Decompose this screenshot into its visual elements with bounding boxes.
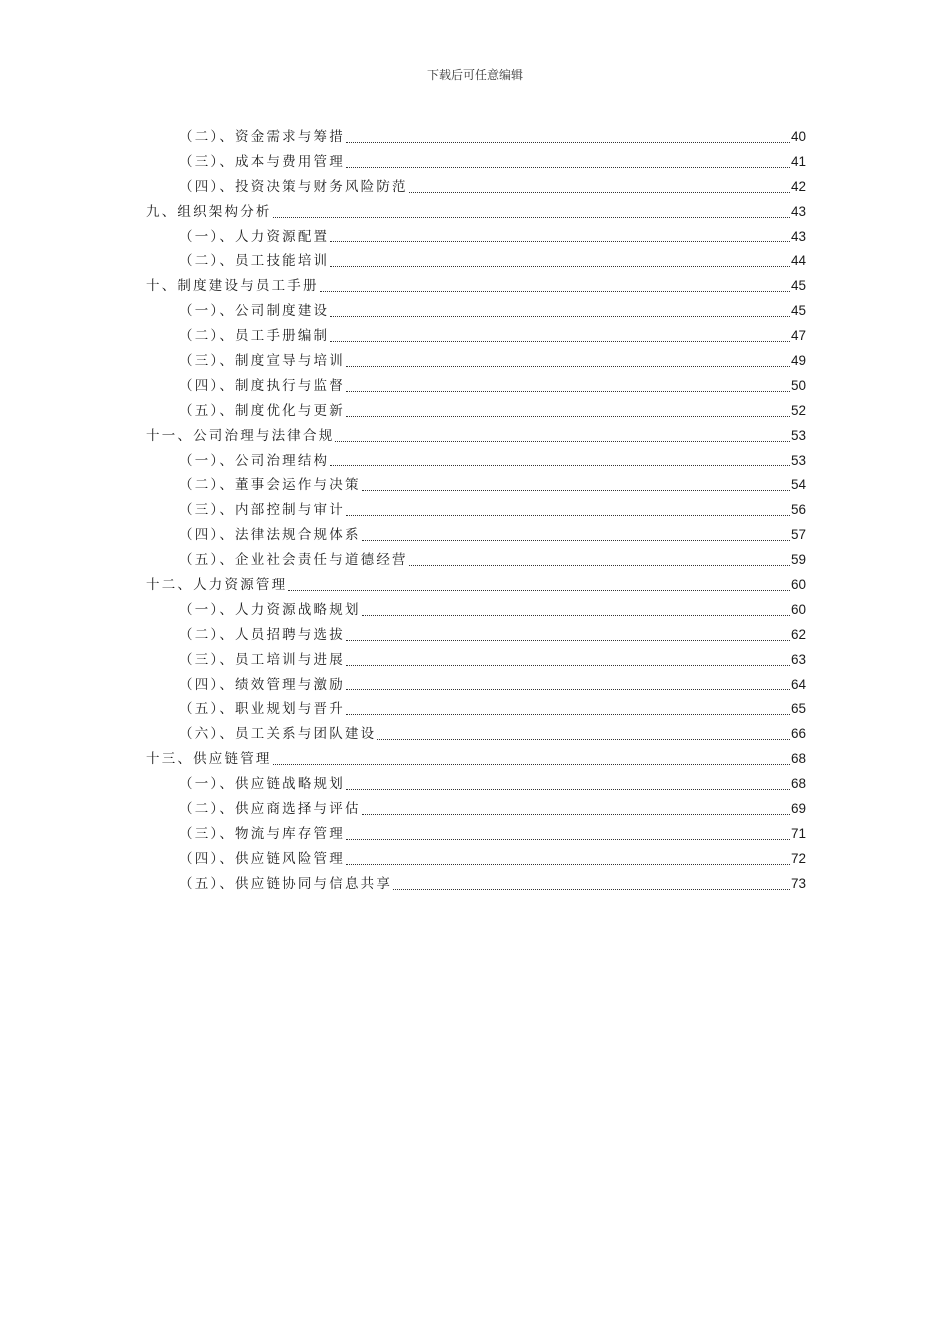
toc-dot-leader (330, 316, 790, 317)
toc-entry-title: （一）、人力资源配置 (179, 228, 330, 245)
toc-section-entry[interactable] (146, 822, 806, 847)
toc-section-entry[interactable] (146, 648, 806, 673)
table-of-contents (146, 125, 806, 897)
toc-section-entry[interactable] (146, 299, 806, 324)
toc-chapter-entry[interactable] (146, 200, 806, 225)
toc-entry-title: （一）、供应链战略规划 (179, 776, 345, 793)
toc-section-entry[interactable] (146, 523, 806, 548)
toc-page-number: 43 (790, 228, 806, 244)
toc-page-number: 49 (790, 353, 806, 368)
toc-entry-title: （二）、资金需求与筹措 (179, 128, 345, 145)
toc-entry-title: 十、制度建设与员工手册 (146, 278, 319, 295)
toc-page-number: 50 (790, 377, 806, 393)
toc-page-number: 60 (790, 601, 806, 617)
toc-entry-title: 九、组织架构分析 (146, 203, 272, 220)
toc-page-number: 60 (790, 577, 806, 593)
toc-section-entry[interactable] (146, 324, 806, 349)
toc-dot-leader (409, 565, 790, 566)
toc-section-entry[interactable] (146, 598, 806, 623)
toc-entry-title: （四）、供应链风险管理 (179, 850, 345, 867)
toc-page-number: 73 (790, 875, 806, 891)
toc-page-number: 64 (790, 676, 806, 692)
toc-chapter-entry[interactable] (146, 573, 806, 598)
toc-entry-title: （二）、人员招聘与选拔 (179, 626, 345, 643)
toc-dot-leader (362, 814, 790, 815)
toc-chapter-entry[interactable] (146, 747, 806, 772)
toc-page-number: 71 (790, 825, 806, 841)
toc-dot-leader (273, 764, 790, 765)
toc-page-number: 65 (790, 701, 806, 717)
toc-section-entry[interactable] (146, 374, 806, 399)
toc-section-entry[interactable] (146, 548, 806, 573)
toc-dot-leader (377, 739, 790, 740)
toc-section-entry[interactable] (146, 498, 806, 523)
toc-page-number: 69 (790, 801, 806, 817)
toc-entry-title: （一）、人力资源战略规划 (179, 601, 361, 618)
toc-entry-title: （三）、制度宣导与培训 (179, 353, 345, 369)
toc-page-number: 62 (790, 626, 806, 642)
toc-dot-leader (346, 789, 790, 790)
toc-section-entry[interactable] (146, 623, 806, 648)
toc-section-entry[interactable] (146, 772, 806, 797)
toc-dot-leader (346, 167, 790, 168)
toc-dot-leader (346, 864, 790, 865)
toc-entry-title: （四）、绩效管理与激励 (179, 676, 345, 693)
toc-page-number: 68 (790, 776, 806, 792)
toc-page-number: 66 (790, 726, 806, 742)
toc-section-entry[interactable] (146, 697, 806, 722)
toc-section-entry[interactable] (146, 473, 806, 498)
toc-entry-title: （二）、供应商选择与评估 (179, 801, 361, 818)
toc-section-entry[interactable] (146, 872, 806, 897)
toc-dot-leader (330, 241, 790, 242)
toc-entry-title: （三）、成本与费用管理 (179, 153, 345, 170)
toc-section-entry[interactable] (146, 399, 806, 424)
toc-entry-title: 十一、公司治理与法律合规 (146, 427, 335, 444)
page-header: 下载后可任意编辑 (426, 68, 523, 82)
toc-entry-title: （五）、供应链协同与信息共享 (179, 875, 393, 892)
toc-dot-leader (362, 615, 790, 616)
toc-entry-title: （二）、董事会运作与决策 (179, 477, 361, 494)
toc-page-number: 53 (790, 452, 806, 468)
toc-dot-leader (346, 416, 790, 417)
toc-page-number: 47 (790, 328, 806, 344)
toc-page-number: 54 (790, 477, 806, 493)
toc-section-entry[interactable] (146, 150, 806, 175)
toc-entry-title: （一）、公司治理结构 (179, 452, 330, 469)
toc-section-entry[interactable] (146, 673, 806, 698)
toc-section-entry[interactable] (146, 225, 806, 250)
toc-page-number: 41 (790, 153, 806, 169)
toc-dot-leader (346, 366, 790, 367)
toc-page-number: 68 (790, 751, 806, 767)
toc-dot-leader (409, 192, 790, 193)
toc-dot-leader (346, 515, 790, 516)
toc-entry-title: （三）、员工培训与进展 (179, 651, 345, 668)
toc-page-number: 52 (790, 402, 806, 418)
toc-dot-leader (288, 590, 790, 591)
toc-entry-title: （五）、企业社会责任与道德经营 (179, 552, 408, 569)
toc-dot-leader (346, 391, 790, 392)
toc-dot-leader (273, 217, 790, 218)
toc-page-number: 59 (790, 552, 806, 568)
toc-chapter-entry[interactable] (146, 424, 806, 449)
toc-page-number: 56 (790, 502, 806, 518)
toc-entry-title: （五）、职业规划与晋升 (179, 701, 345, 718)
toc-dot-leader (346, 689, 790, 690)
toc-page-number: 72 (790, 850, 806, 866)
toc-section-entry[interactable] (146, 722, 806, 747)
toc-section-entry[interactable] (146, 125, 806, 150)
toc-section-entry[interactable] (146, 847, 806, 872)
toc-page-number: 53 (790, 427, 806, 443)
toc-dot-leader (393, 889, 790, 890)
toc-entry-title: 十二、人力资源管理 (146, 577, 288, 594)
toc-entry-title: 十三、供应链管理 (146, 751, 272, 768)
toc-entry-title: （四）、法律法规合规体系 (179, 527, 361, 544)
toc-entry-title: （二）、员工技能培训 (179, 253, 330, 270)
toc-section-entry[interactable] (146, 349, 806, 374)
toc-dot-leader (330, 266, 790, 267)
toc-entry-title: （四）、投资决策与财务风险防范 (179, 178, 408, 195)
toc-dot-leader (320, 291, 790, 292)
toc-entry-title: （四）、制度执行与监督 (179, 377, 345, 394)
toc-dot-leader (362, 540, 790, 541)
toc-section-entry[interactable] (146, 175, 806, 200)
toc-section-entry[interactable] (146, 249, 806, 274)
toc-dot-leader (362, 490, 790, 491)
toc-entry-title: （三）、内部控制与审计 (179, 502, 345, 519)
toc-page-number: 45 (790, 303, 806, 319)
toc-page-number: 40 (790, 128, 806, 144)
toc-entry-title: （一）、公司制度建设 (179, 303, 330, 320)
toc-page-number: 42 (790, 178, 806, 194)
toc-entry-title: （三）、物流与库存管理 (179, 825, 345, 842)
toc-chapter-entry[interactable] (146, 274, 806, 299)
toc-page-number: 63 (790, 651, 806, 667)
toc-dot-leader (330, 341, 790, 342)
toc-dot-leader (346, 714, 790, 715)
toc-dot-leader (335, 441, 790, 442)
toc-page-number: 57 (790, 527, 806, 543)
toc-dot-leader (330, 465, 790, 466)
toc-page-number: 43 (790, 203, 806, 219)
toc-dot-leader (346, 665, 790, 666)
toc-entry-title: （五）、制度优化与更新 (179, 402, 345, 419)
toc-section-entry[interactable] (146, 449, 806, 474)
toc-dot-leader (346, 839, 790, 840)
toc-section-entry[interactable] (146, 797, 806, 822)
toc-entry-title: （六）、员工关系与团队建设 (179, 726, 377, 743)
toc-entry-title: （二）、员工手册编制 (179, 328, 330, 345)
toc-dot-leader (346, 640, 790, 641)
toc-page-number: 45 (790, 278, 806, 294)
toc-dot-leader (346, 142, 790, 143)
toc-page-number: 44 (790, 253, 806, 269)
